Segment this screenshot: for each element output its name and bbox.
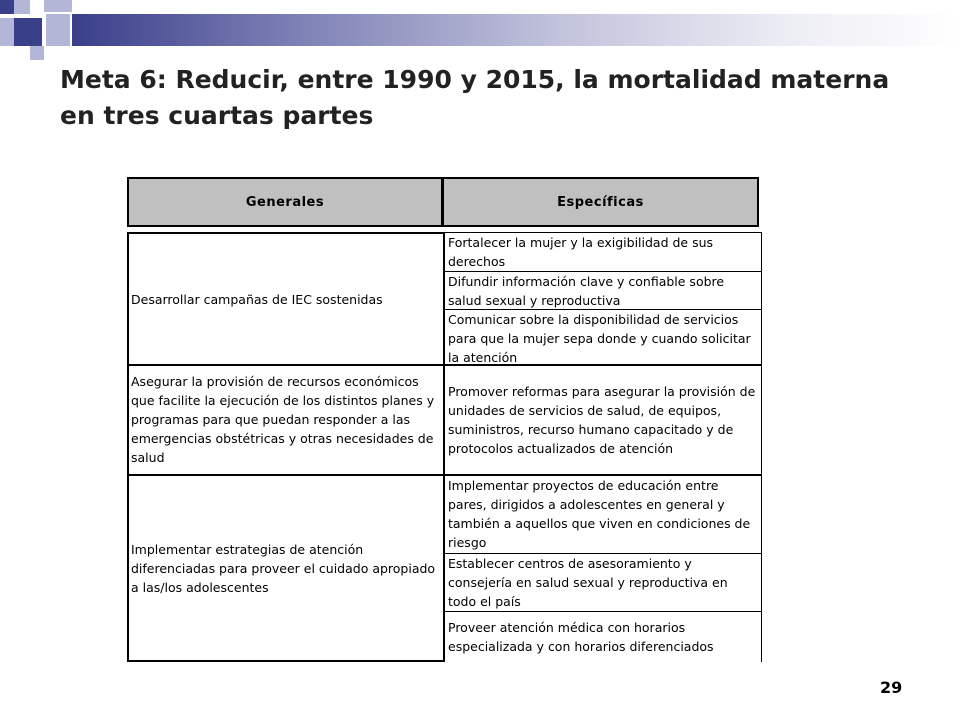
decor-square bbox=[14, 0, 30, 14]
page-number: 29 bbox=[880, 678, 903, 697]
decor-square bbox=[30, 46, 44, 60]
general-objective-2 bbox=[127, 366, 445, 476]
general-objective-1 bbox=[127, 232, 445, 366]
specific-objective-6: Establecer centros de asesoramiento y consejería en salud sexual y reproductiva en todo el país bbox=[444, 554, 762, 612]
decor-square bbox=[0, 18, 14, 46]
decor-square bbox=[14, 18, 42, 46]
specific-objective-4 bbox=[444, 366, 762, 476]
general-objective-text: Implementar estrategias de atención diferenciadas para proveer el cuidado apropiado a las/los adolescentes bbox=[131, 541, 436, 595]
decor-square bbox=[0, 0, 14, 14]
general-objective-text: Asegurar la provisión de recursos económicos que facilite la ejecución de los distintos planes y programas para que puedan responder a las emergencias obstétricas y otras necesidades de salud bbox=[131, 374, 435, 465]
general-objective-text: Desarrollar campañas de IEC sostenidas bbox=[131, 291, 383, 307]
specific-objective-1: Fortalecer la mujer y la exigibilidad de sus derechos bbox=[444, 232, 762, 272]
specific-objective-2: Difundir información clave y confiable sobre salud sexual y reproductiva bbox=[444, 272, 762, 310]
specific-objective-3: Comunicar sobre la disponibilidad de servicios para que la mujer sepa donde y cuando solicitar la atención bbox=[444, 310, 762, 366]
decor-square bbox=[44, 0, 72, 12]
decor-square bbox=[46, 14, 70, 46]
slide-title: Meta 6: Reducir, entre 1990 y 2015, la mortalidad materna en tres cuartas partes bbox=[60, 65, 890, 130]
header-generales: Generales bbox=[127, 177, 443, 227]
specific-objective-text: Promover reformas para asegurar la provisión de unidades de servicios de salud, de equipos, suministros, recurso humano capacitado y de protocolos actualizados de atención bbox=[448, 384, 756, 456]
header-especificas: Específicas bbox=[442, 177, 759, 227]
specific-objective-5: Implementar proyectos de educación entre pares, dirigidos a adolescentes en general y también a aquellos que viven en condiciones de riesgo bbox=[444, 476, 762, 554]
decor-gradient-bar bbox=[72, 14, 960, 46]
specific-objective-7: Proveer atención médica con horarios especializada y con horarios diferenciados bbox=[444, 612, 762, 662]
general-objective-3 bbox=[127, 476, 445, 662]
